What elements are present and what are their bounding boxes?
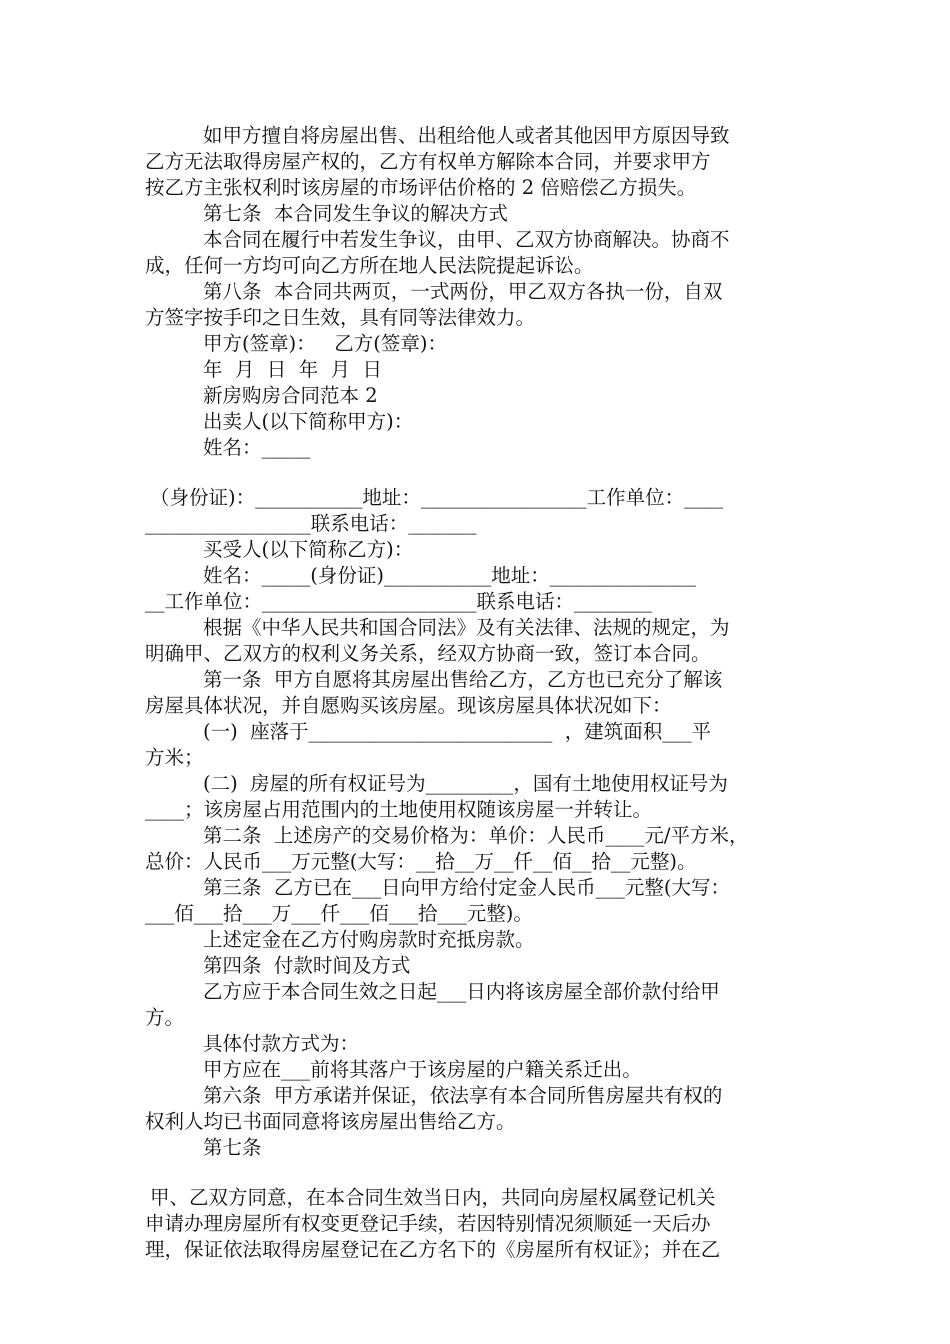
paragraph-line: 总价：人民币___万元整(大写：__拾__万__仟__佰__拾__元整)。 (145, 850, 697, 873)
signature-line: 甲方(签章)： 乙方(签章)： (203, 332, 448, 355)
paragraph-line: 如甲方擅自将房屋出售、出租给他人或者其他因甲方原因导致 (203, 124, 730, 147)
paragraph-line: 按乙方主张权利时该房屋的市场评估价格的 2 倍赔偿乙方损失。 (145, 176, 697, 199)
paragraph-line: 房屋具体状况，并自愿购买该房屋。现该房屋具体状况如下： (145, 694, 672, 717)
paragraph-line: 甲、乙双方同意，在本合同生效当日内，共同向房屋权属登记机关 (150, 1186, 716, 1209)
date-line: 年 月 日 年 月 日 (203, 358, 382, 381)
paragraph-line: 第三条 乙方已在___日向甲方给付定金人民币___元整(大写： (203, 876, 731, 899)
paragraph-line: 第八条 本合同共两页，一式两份，甲乙双方各执一份，自双 (203, 280, 723, 303)
paragraph-line: 第二条 上述房产的交易价格为：单价：人民币____元/平方米， (203, 824, 749, 847)
paragraph-line: 买受人(以下简称乙方)： (203, 538, 414, 561)
paragraph-line: 第六条 甲方承诺并保证，依法享有本合同所售房屋共有权的 (203, 1084, 723, 1107)
paragraph-line: 成，任何一方均可向乙方所在地人民法院提起诉讼。 (145, 254, 594, 277)
paragraph-line: 权利人均已书面同意将该房屋出售给乙方。 (145, 1110, 516, 1133)
article-heading: 第七条 (203, 1136, 262, 1159)
paragraph-line: 乙方应于本合同生效之日起___日内将该房屋全部价款付给甲 (203, 980, 720, 1003)
form-field-line: _________________联系电话：_______ (145, 512, 477, 535)
article-heading: 第四条 付款时间及方式 (203, 954, 411, 977)
paragraph-line: 方。 (145, 1006, 185, 1029)
paragraph-line: 方米； (145, 746, 204, 769)
paragraph-line: ___佰___拾___万___仟___佰___拾___元整)。 (145, 902, 533, 925)
form-field-line: 姓名：_____(身份证)___________地址：_______________ (203, 564, 696, 587)
paragraph-line: 甲方应在___前将其落户于该房屋的户籍关系迁出。 (203, 1058, 642, 1081)
paragraph-line: 上述定金在乙方付购房款时充抵房款。 (203, 928, 535, 951)
article-heading: 第七条 本合同发生争议的解决方式 (203, 202, 508, 225)
paragraph-line: 方签字按手印之日生效，具有同等法律效力。 (145, 306, 536, 329)
form-field-line: 姓名：_____ (203, 436, 311, 459)
paragraph-line: 根据《中华人民共和国合同法》及有关法律、法规的规定，为 (203, 616, 730, 639)
paragraph-line: 出卖人(以下简称甲方)： (203, 410, 414, 433)
paragraph-line: 第一条 甲方自愿将其房屋出售给乙方，乙方也已充分了解该 (203, 668, 723, 691)
paragraph-line: 具体付款方式为： (203, 1032, 360, 1055)
paragraph-line: 本合同在履行中若发生争议，由甲、乙双方协商解决。协商不 (203, 228, 730, 251)
paragraph-line: 理，保证依法取得房屋登记在乙方名下的《房屋所有权证》；并在乙 (145, 1238, 721, 1261)
paragraph-line: ____；该房屋占用范围内的土地使用权随该房屋一并转让。 (145, 798, 653, 821)
form-field-line: （身份证)：___________地址：_________________工作单位：____ (150, 486, 724, 509)
form-field-line: __工作单位：______________________联系电话：________ (145, 590, 653, 613)
paragraph-line: 明确甲、乙双方的权利义务关系，经双方协商一致，签订本合同。 (145, 642, 711, 665)
paragraph-line: 申请办理房屋所有权变更登记手续，若因特别情况须顺延一天后办 (145, 1212, 711, 1235)
paragraph-line: (二) 房屋的所有权证号为_________，国有土地使用权证号为 (203, 772, 728, 795)
paragraph-line: (一) 座落于_________________________ ，建筑面积___平 (203, 720, 712, 743)
paragraph-line: 乙方无法取得房屋产权的，乙方有权单方解除本合同，并要求甲方 (145, 150, 711, 173)
section-title: 新房购房合同范本 2 (203, 384, 378, 407)
